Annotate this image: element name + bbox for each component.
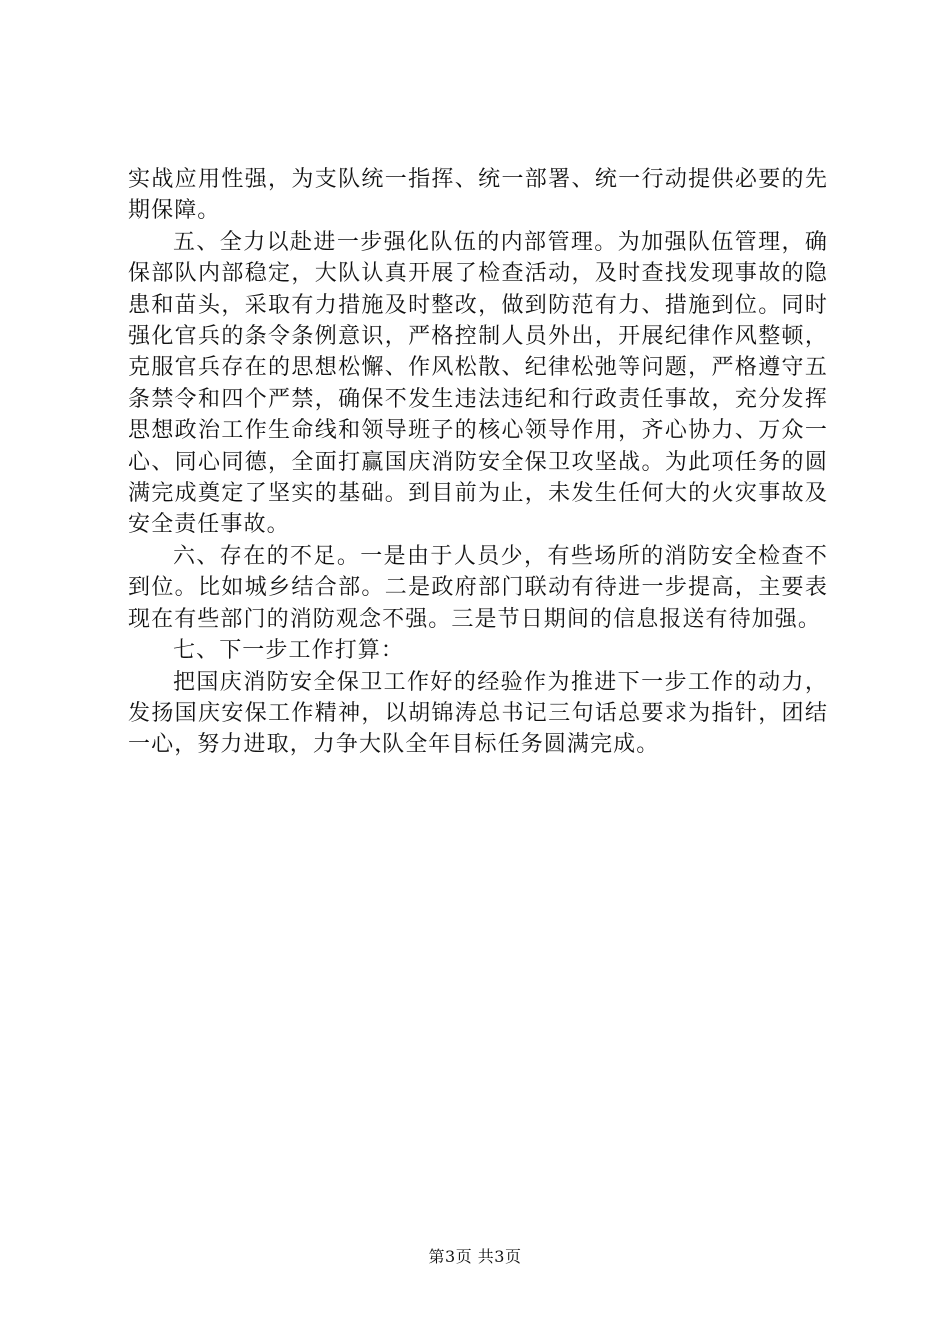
- paragraph-continuation: 实战应用性强，为支队统一指挥、统一部署、统一行动提供必要的先期保障。: [128, 167, 828, 224]
- paragraph-section-7-body: 把国庆消防安全保卫工作好的经验作为推进下一步工作的动力，发扬国庆安保工作精神，以胡锦涛总书记三句话总要求为指针，团结一心，努力进取，力争大队全年目标任务圆满完成。: [128, 669, 828, 758]
- document-body: [128, 164, 828, 761]
- page-footer: 第3页 共3页: [428, 1247, 522, 1266]
- paragraph-section-7-heading: 七、下一步工作打算：: [173, 638, 405, 664]
- paragraph-section-5: 五、全力以赴进一步强化队伍的内部管理。为加强队伍管理，确保部队内部稳定，大队认真开展了检查活动，及时查找发现事故的隐患和苗头，采取有力措施及时整改，做到防范有力、措施到位。同时强化官兵的条令条例意识，严格控制人员外出，开展纪律作风整顿，克服官兵存在的思想松懈、作风松散、纪律松弛等问题，严格遵守五条禁令和四个严禁，确保不发生违法违纪和行政责任事故，充分发挥思想政治工作生命线和领导班子的核心领导作用，齐心协力、万众一心、同心同德，全面打赢国庆消防安全保卫攻坚战。为此项任务的圆满完成奠定了坚实的基础。到目前为止，未发生任何大的火灾事故及安全责任事故。: [128, 229, 828, 538]
- paragraph-section-6: 六、存在的不足。一是由于人员少，有些场所的消防安全检查不到位。比如城乡结合部。二是政府部门联动有待进一步提高，主要表现在有些部门的消防观念不强。三是节日期间的信息报送有待加强。: [128, 543, 828, 632]
